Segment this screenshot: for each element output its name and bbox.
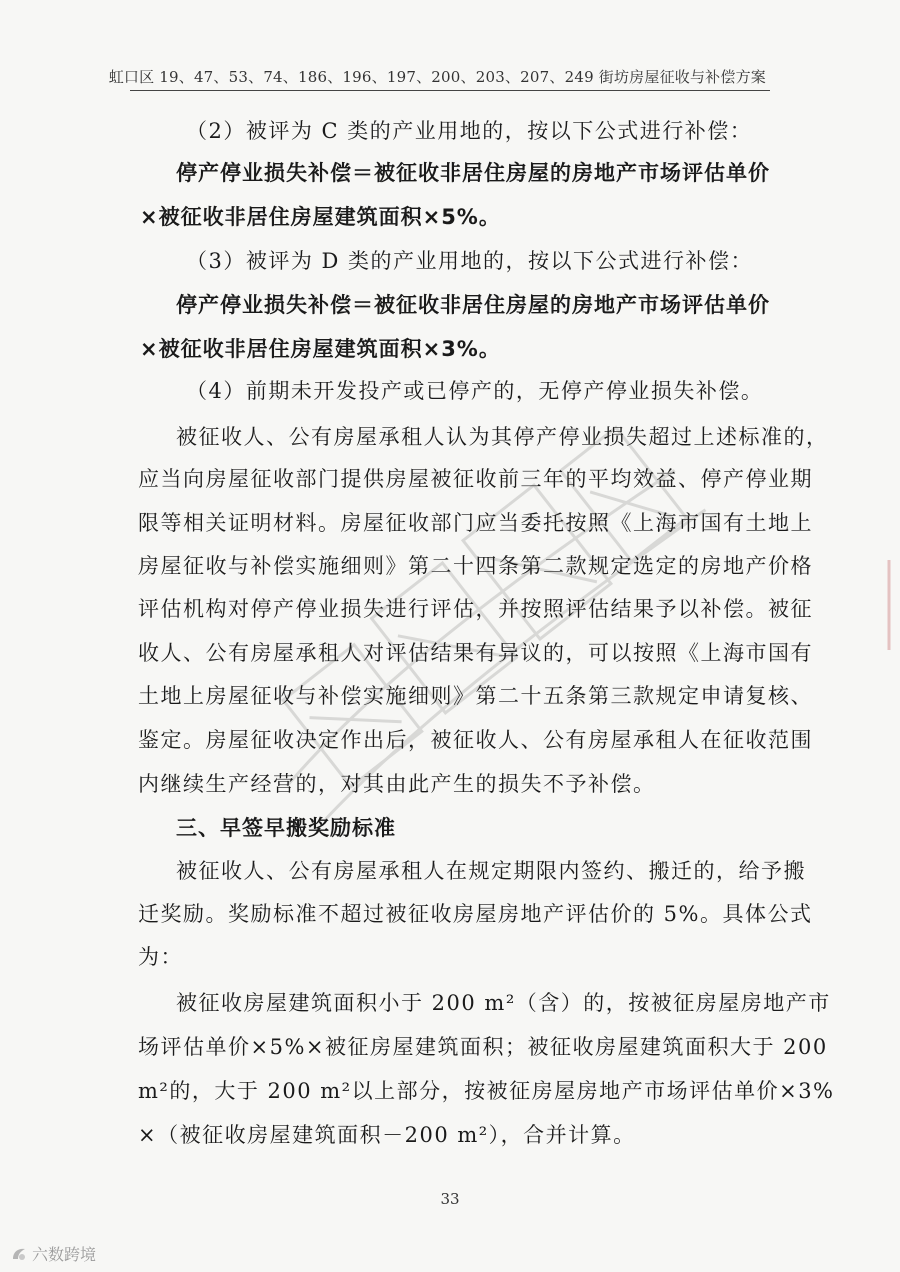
running-header: 虹口区 19、47、53、74、186、196、197、200、203、207、249 街坊房屋征收与补偿方案 (108, 68, 766, 86)
text-line: 内继续生产经营的，对其由此产生的损失不予补偿。 (138, 772, 656, 796)
edge-stamp-mark (882, 560, 896, 650)
text-line: 场评估单价×5%×被征房屋建筑面积；被征收房屋建筑面积大于 200 (138, 1035, 828, 1059)
text-line: （3）被评为 D 类的产业用地的，按以下公式进行补偿： (186, 249, 754, 273)
formula-line: ×被征收非居住房屋建筑面积×5%。 (140, 205, 501, 229)
text-line: 土地上房屋征收与补偿实施细则》第二十五条第三款规定申请复核、 (138, 684, 813, 708)
text-line: 迁奖励。奖励标准不超过被征收房屋房地产评估价的 5%。具体公式 (138, 902, 813, 926)
text-line: （4）前期未开发投产或已停产的，无停产停业损失补偿。 (186, 379, 764, 403)
text-line: 被征收人、公有房屋承租人在规定期限内签约、搬迁的，给予搬 (176, 859, 806, 883)
brand-icon (10, 1245, 28, 1263)
text-line: 被征收人、公有房屋承租人认为其停产停业损失超过上述标准的， (176, 425, 829, 449)
brand-logo (10, 1242, 96, 1265)
text-line: ×（被征收房屋建筑面积－200 m²），合并计算。 (138, 1123, 636, 1147)
text-line: 鉴定。房屋征收决定作出后，被征收人、公有房屋承租人在征收范围 (138, 728, 813, 752)
text-line: 评估机构对停产停业损失进行评估，并按照评估结果予以补偿。被征 (138, 597, 813, 621)
text-line: 限等相关证明材料。房屋征收部门应当委托按照《上海市国有土地上 (138, 511, 813, 535)
formula-line: ×被征收非居住房屋建筑面积×3%。 (140, 337, 501, 361)
text-line: 收人、公有房屋承租人对评估结果有异议的，可以按照《上海市国有 (138, 641, 813, 665)
text-line: 应当向房屋征收部门提供房屋被征收前三年的平均效益、停产停业期 (138, 467, 813, 491)
text-line: m²的，大于 200 m²以上部分，按被征房屋房地产市场评估单价×3% (138, 1079, 835, 1103)
formula-line: 停产停业损失补偿＝被征收非居住房屋的房地产市场评估单价 (176, 293, 770, 317)
section-heading: 三、早签早搬奖励标准 (176, 816, 396, 840)
header-divider (130, 90, 770, 91)
formula-line: 停产停业损失补偿＝被征收非居住房屋的房地产市场评估单价 (176, 161, 770, 185)
page-number: 33 (440, 1190, 460, 1208)
text-line: 为： (138, 945, 183, 969)
text-line: （2）被评为 C 类的产业用地的，按以下公式进行补偿： (186, 119, 753, 143)
text-line: 房屋征收与补偿实施细则》第二十四条第二款规定选定的房地产价格 (138, 554, 813, 578)
brand-label: 六数跨境 (32, 1245, 97, 1264)
text-line: 被征收房屋建筑面积小于 200 m²（含）的，按被征房屋房地产市 (176, 991, 831, 1015)
